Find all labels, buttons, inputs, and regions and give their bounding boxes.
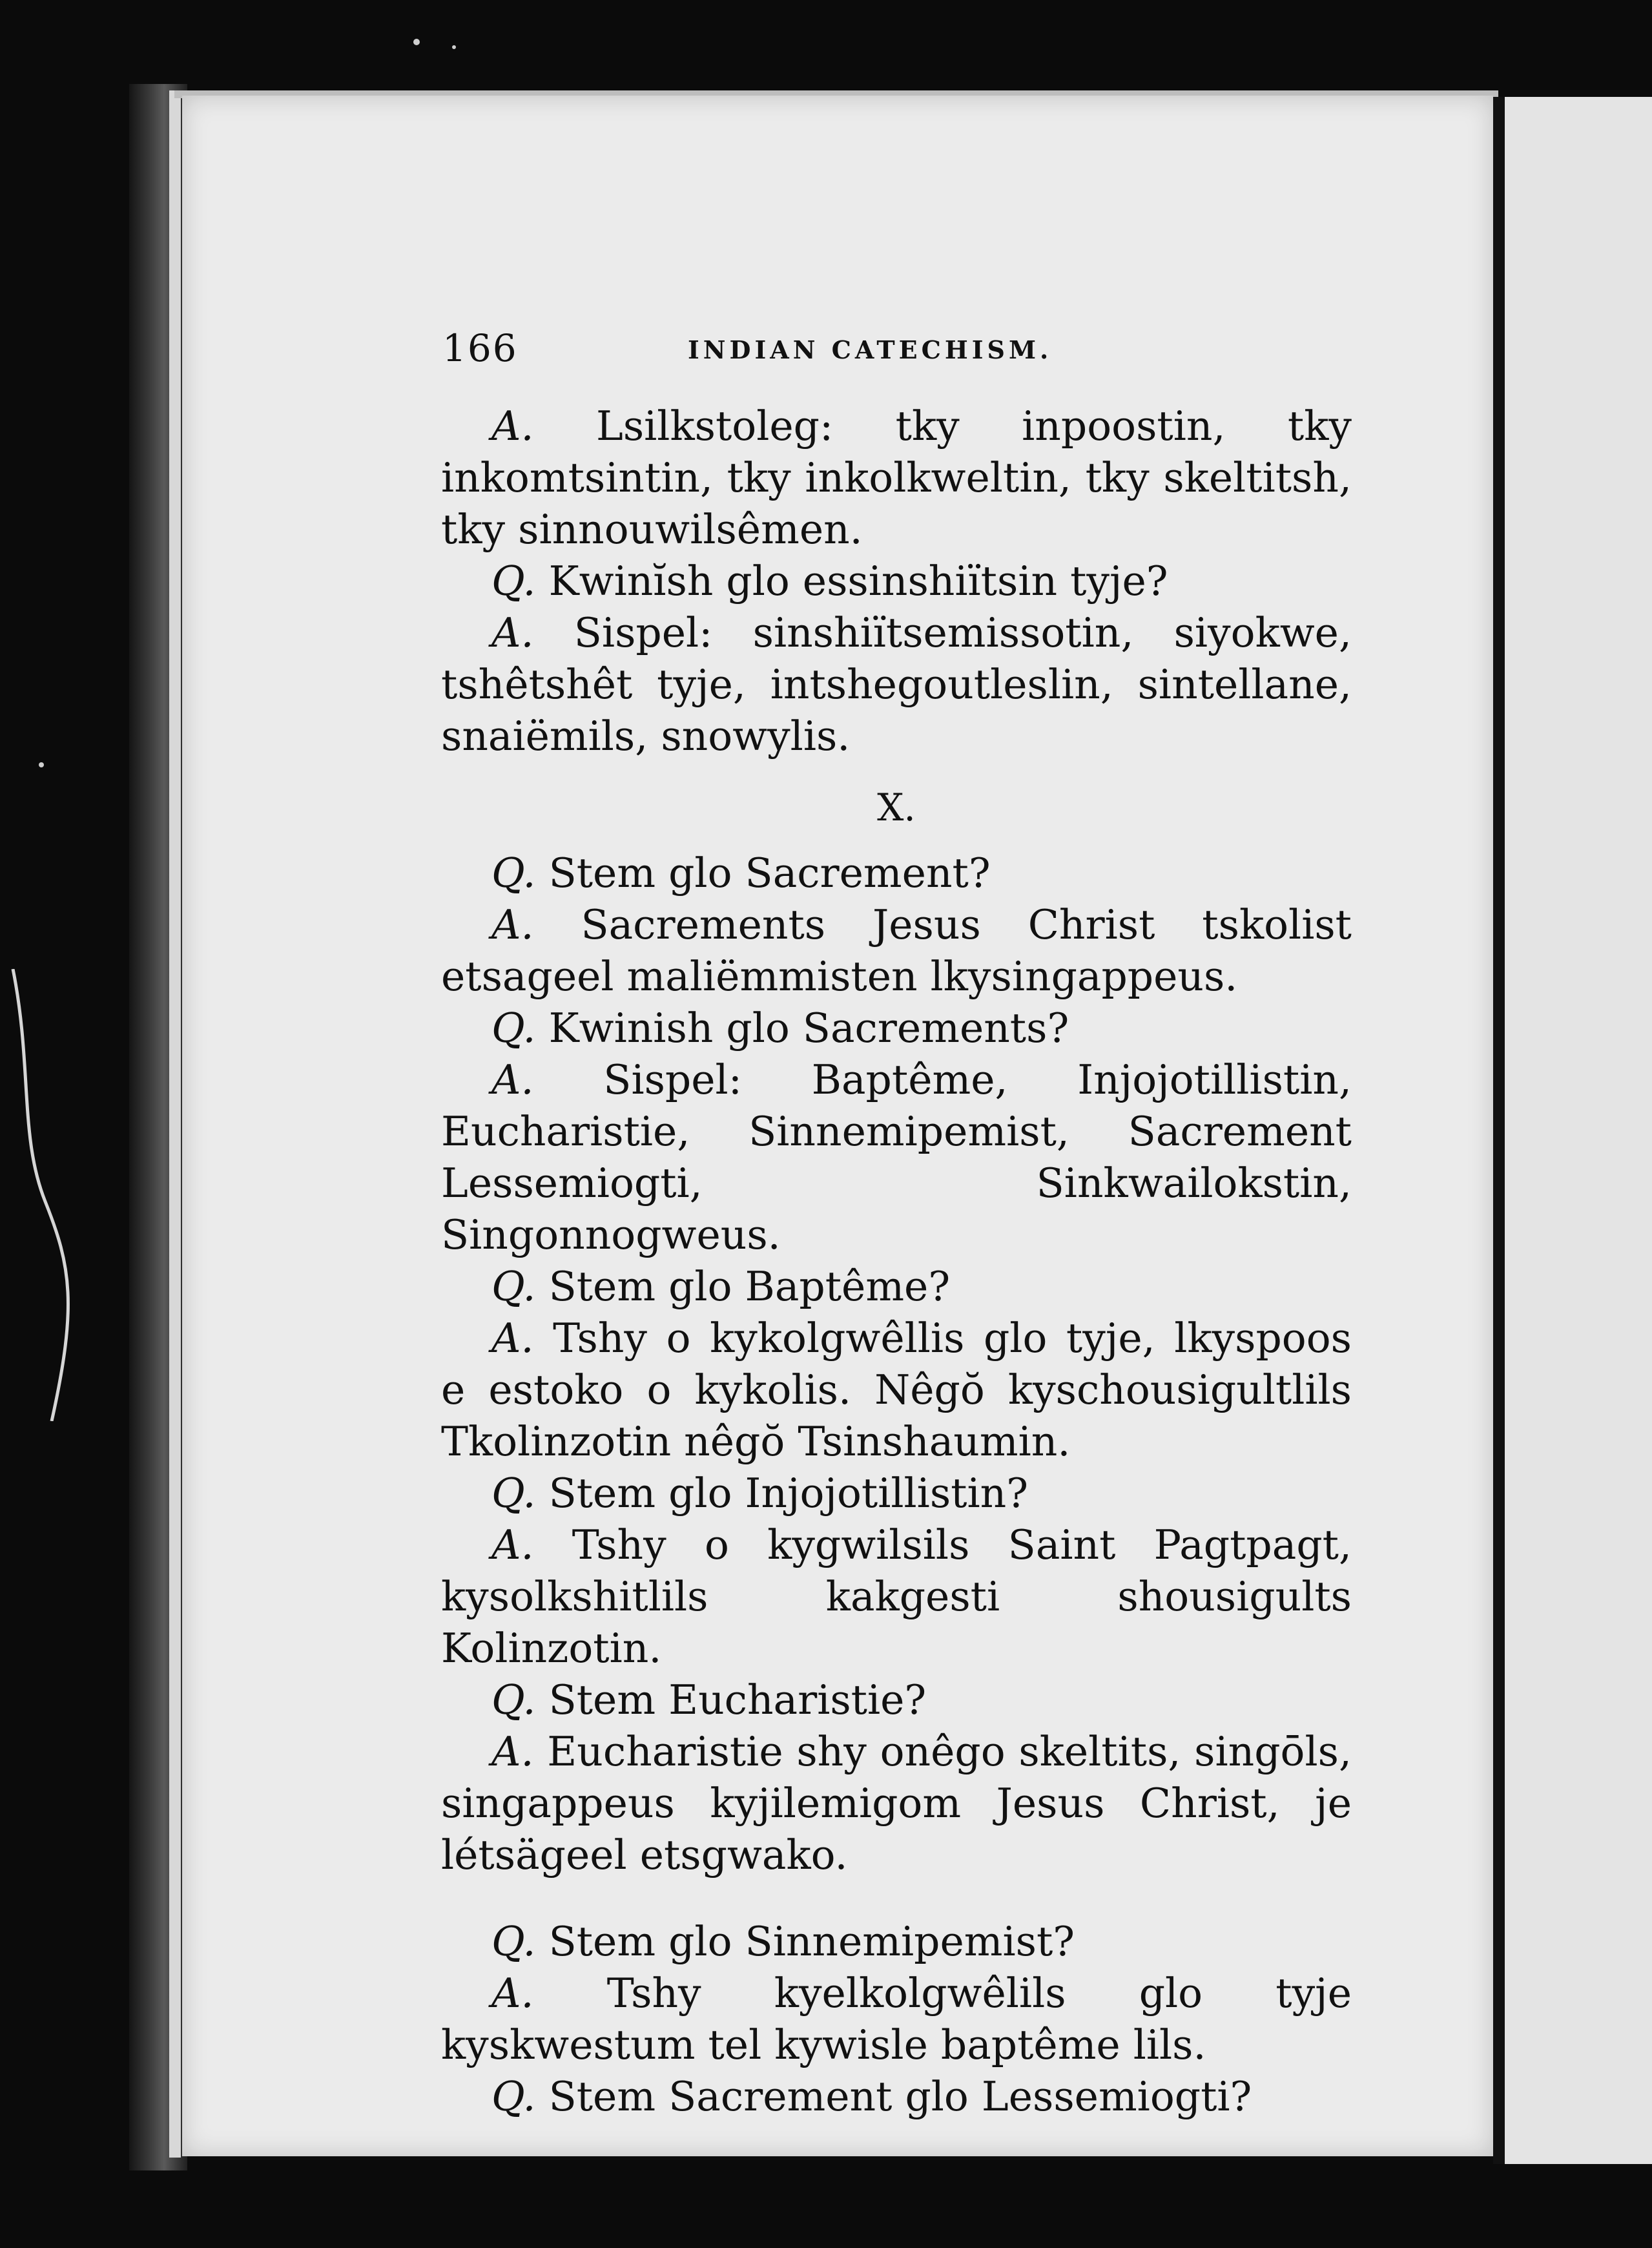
- paragraph-label: A.: [491, 1056, 534, 1103]
- paragraph-text: Stem glo Baptême?: [548, 1263, 951, 1310]
- catechism-paragraph: [441, 899, 1352, 1003]
- page-header: [442, 326, 1347, 378]
- paragraph-text: Sispel: sinshiïtsemissotin, siyokwe, tshêtshêt tyje, intshegoutleslin, sintellane, snaiëmils, snowylis.: [441, 609, 1352, 760]
- paragraph-text: Sispel: Baptême, Injojotillistin, Eucharistie, Sinnemipemist, Sacrement Lessemiogti, Sinkwailokstin, Singonnogweus.: [441, 1056, 1352, 1258]
- paragraph-text: Stem Eucharistie?: [548, 1676, 927, 1723]
- scan-artifact-wire: [6, 969, 84, 1421]
- catechism-paragraph: [441, 1313, 1352, 1468]
- paragraph-label: A.: [491, 901, 534, 948]
- paragraph-text: Tshy o kykolgwêllis glo tyje, lkyspoos e estoko o kykolis. Nêgŏ kyschousigultlils Tkolinzotin nêgŏ Tsinshaumin.: [441, 1315, 1352, 1465]
- catechism-paragraph: [441, 1468, 1352, 1519]
- paragraph-label: A.: [491, 1728, 534, 1775]
- catechism-paragraph: [441, 1519, 1352, 1674]
- paragraph-label: Q.: [491, 1263, 536, 1310]
- paragraph-text: Lsilkstoleg: tky inpoostin, tky inkomtsintin, tky inkolkweltin, tky skeltitsh, tky sinnouwilsêmen.: [441, 402, 1352, 553]
- paragraph-label: Q.: [491, 1918, 536, 1965]
- section-heading: X.: [877, 786, 916, 829]
- paragraph-label: A.: [491, 402, 534, 450]
- catechism-paragraph: [441, 401, 1352, 556]
- paragraph-text: Kwinĭsh glo essinshiïtsin tyje?: [548, 557, 1168, 605]
- catechism-paragraph: [441, 1916, 1352, 1968]
- paragraph-label: Q.: [491, 2073, 536, 2120]
- dust-speck: [452, 45, 456, 49]
- running-title: INDIAN CATECHISM.: [688, 335, 1053, 364]
- paragraph-text: Eucharistie shy onêgo skeltits, singōls, singappeus kyjilemigom Jesus Christ, je létsägeel etsgwako.: [441, 1728, 1352, 1879]
- paragraph-text: Tshy kyelkolgwêlils glo tyje kyskwestum tel kywisle baptême lils.: [441, 1970, 1352, 2068]
- catechism-text: [441, 401, 1352, 2123]
- paragraph-label: A.: [491, 1970, 534, 2017]
- page-number: 166: [442, 326, 518, 370]
- paragraph-text: Kwinish glo Sacrements?: [548, 1004, 1069, 1052]
- paragraph-text: Sacrements Jesus Christ tskolist etsageel maliëmmisten lkysingappeus.: [441, 901, 1352, 1000]
- dust-speck: [413, 39, 420, 45]
- paragraph-label: A.: [491, 1315, 534, 1362]
- catechism-paragraph: [441, 1968, 1352, 2071]
- paragraph-label: Q.: [491, 1004, 536, 1052]
- facing-page-sliver: [1505, 97, 1652, 2164]
- paragraph-label: Q.: [491, 1470, 536, 1517]
- page-gutter: [1493, 97, 1505, 2164]
- paragraph-label: A.: [491, 1521, 534, 1568]
- catechism-paragraph: [441, 848, 1352, 899]
- paragraph-label: Q.: [491, 557, 536, 605]
- catechism-paragraph: [441, 1054, 1352, 1261]
- paragraph-text: Tshy o kygwilsils Saint Pagtpagt, kysolkshitlils kakgesti shousigults Kolinzotin.: [441, 1521, 1352, 1672]
- paragraph-text: Stem glo Sacrement?: [548, 849, 991, 897]
- catechism-paragraph: [441, 1674, 1352, 1726]
- catechism-paragraph: [441, 1261, 1352, 1313]
- dust-speck: [39, 762, 44, 767]
- catechism-paragraph: [441, 1003, 1352, 1054]
- paragraph-label: A.: [491, 609, 534, 656]
- paragraph-text: Stem glo Sinnemipemist?: [548, 1918, 1075, 1965]
- catechism-paragraph: [441, 1726, 1352, 1881]
- catechism-paragraph: [441, 607, 1352, 762]
- paragraph-label: Q.: [491, 849, 536, 897]
- paragraph-text: Stem Sacrement glo Lessemiogti?: [548, 2073, 1252, 2120]
- page-stack-edge: [169, 90, 181, 2158]
- catechism-paragraph: [441, 556, 1352, 607]
- catechism-paragraph: [441, 2071, 1352, 2123]
- paragraph-label: Q.: [491, 1676, 536, 1723]
- paragraph-text: Stem glo Injojotillistin?: [548, 1470, 1028, 1517]
